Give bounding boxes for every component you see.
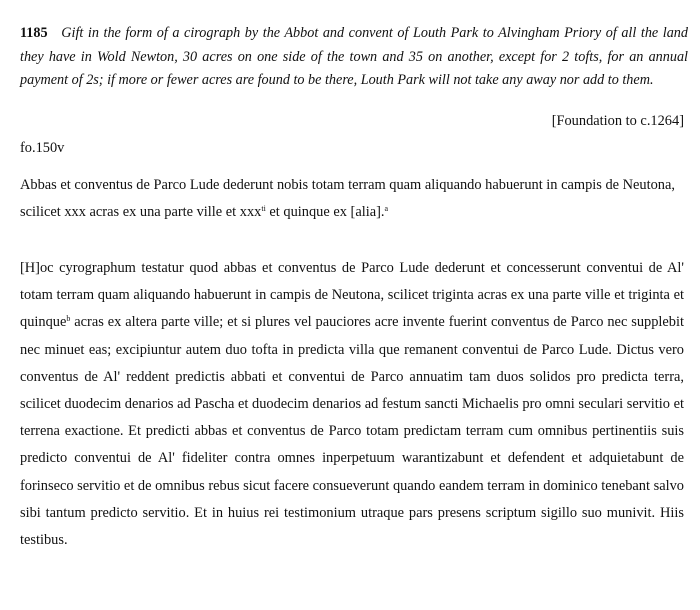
footnote-marker-a: a — [384, 204, 389, 213]
abstract-text-1: Abbas et conventus de Parco Lude dederunt nobis totam terram quam aliquando habuerunt in campis de Neutona, scilicet xxx acras ex una parte ville et xxx — [20, 177, 675, 220]
entry-number: 1185 — [20, 25, 48, 41]
folio-reference: fo.150v — [20, 140, 65, 156]
footnote-marker-b: b — [66, 314, 71, 324]
abstract-superscript-1: ti — [261, 204, 266, 213]
date-note: [Foundation to c.1264] — [551, 113, 684, 129]
abstract-paragraph — [20, 172, 688, 226]
charter-text-2: acras ex altera parte ville; et si plures vel pauciores acre invente fuerint conventus de Parco nec supplebit nec minuet eas; excipiuntur autem duo tofta in predicta villa que remanent conventui de Parco Lude. Dictus vero conventus de Al' reddent predictis abbati et conventui de Parco annuatim tam duos solidos pro predicta terra, scilicet duodecim denarios ad Pascha et duodecim denarios ad festum sancti Michaelis pro omni seculari servitio et terrena exactione. Et predicti abbas et conventus de Parco totam predictam terram cum omnibus pertinentiis suis predicto conventui de Al' fideliter contra omnes inperpetuum warantizabunt et defendent et adquietabunt de forinseco servitio et de omnibus rebus sicut facere consueverunt quando eandem terram in dominico tenebant salvo sibi tantum predicto servitio. Et in huius rei testimonium utraque pars presens scriptum sigillo suo munivit. Hiis testibus. — [20, 314, 684, 549]
charter-text-1: [H]oc cyrographum testatur quod abbas et conventus de Parco Lude dederunt et concesserunt conventui de Al' totam terram quam aliquando habuerunt in campis de Neutona, scilicet triginta acras ex una parte ville et triginta et quinque — [20, 260, 684, 331]
abstract-text-2: et quinque ex [alia]. — [265, 204, 385, 220]
entry-description: Gift in the form of a cirograph by the Abbot and convent of Louth Park to Alvingham Priory of all the land they have in Wold Newton, 30 acres on one side of the town and 35 on another, except for 2 tofts, for an annual payment of 2s; if more or fewer acres are found to be there, Louth Park will not take any away nor add to them. — [20, 25, 688, 88]
charter-paragraph — [20, 255, 684, 554]
entry-heading — [20, 22, 688, 93]
